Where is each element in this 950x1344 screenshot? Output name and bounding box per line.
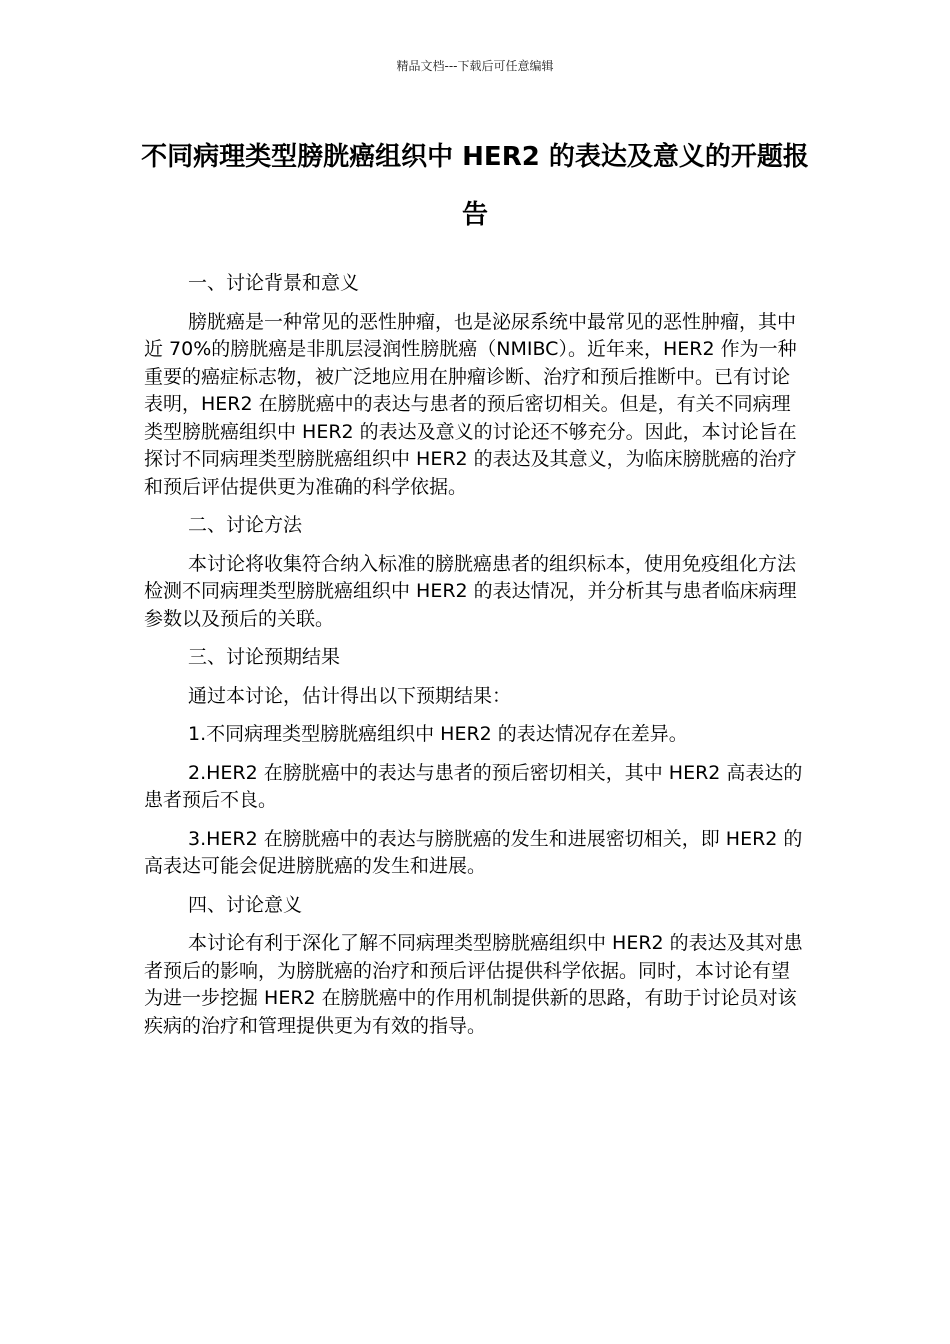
paragraph-significance: 本讨论有利于深化了解不同病理类型膀胱癌组织中 HER2 的表达及其对患者预后的影响，为膀胱癌的治疗和预后评估提供科学依据。同时，本讨论有望为进一步挖掘 HER2 在膀胱癌中的作用机制提供新的思路，有助于讨论员对该疾病的治疗和管理提供更为有效的指导。	[144, 932, 803, 1037]
expected-result-item-3: 3.HER2 在膀胱癌中的表达与膀胱癌的发生和进展密切相关，即 HER2 的高表达可能会促进膀胱癌的发生和进展。	[144, 827, 803, 877]
paragraph-methods: 本讨论将收集符合纳入标准的膀胱癌患者的组织标本，使用免疫组化方法检测不同病理类型膀胱癌组织中 HER2 的表达情况，并分析其与患者临床病理参数以及预后的关联。	[144, 552, 797, 630]
expected-result-item-1: 1.不同病理类型膀胱癌组织中 HER2 的表达情况存在差异。	[188, 723, 688, 745]
paragraph-background: 膀胱癌是一种常见的恶性肿瘤，也是泌尿系统中最常见的恶性肿瘤，其中近 70%的膀胱癌是非肌层浸润性膀胱癌（NMIBC）。近年来，HER2 作为一种重要的癌症标志物，被广泛地应用在肿瘤诊断、治疗和预后推断中。已有讨论表明，HER2 在膀胱癌中的表达与患者的预后密切相关。但是，有关不同病理类型膀胱癌组织中 HER2 的表达及意义的讨论还不够充分。因此，本讨论旨在探讨不同病理类型膀胱癌组织中 HER2 的表达及其意义，为临床膀胱癌的治疗和预后评估提供更为准确的科学依据。	[144, 310, 797, 498]
section-heading-significance: 四、讨论意义	[188, 893, 303, 916]
section-heading-expected: 三、讨论预期结果	[188, 646, 341, 668]
document-body	[144, 270, 804, 1051]
document-title: 不同病理类型膀胱癌组织中 HER2 的表达及意义的开题报告	[141, 142, 809, 230]
section-heading-background: 一、讨论背景和意义	[188, 272, 360, 294]
paragraph-expected-intro: 通过本讨论，估计得出以下预期结果：	[188, 684, 512, 707]
section-heading-methods: 二、讨论方法	[188, 514, 303, 536]
header-note: 精品文档---下载后可任意编辑	[396, 59, 554, 73]
expected-result-item-2: 2.HER2 在膀胱癌中的表达与患者的预后密切相关，其中 HER2 高表达的患者预后不良。	[144, 761, 803, 811]
